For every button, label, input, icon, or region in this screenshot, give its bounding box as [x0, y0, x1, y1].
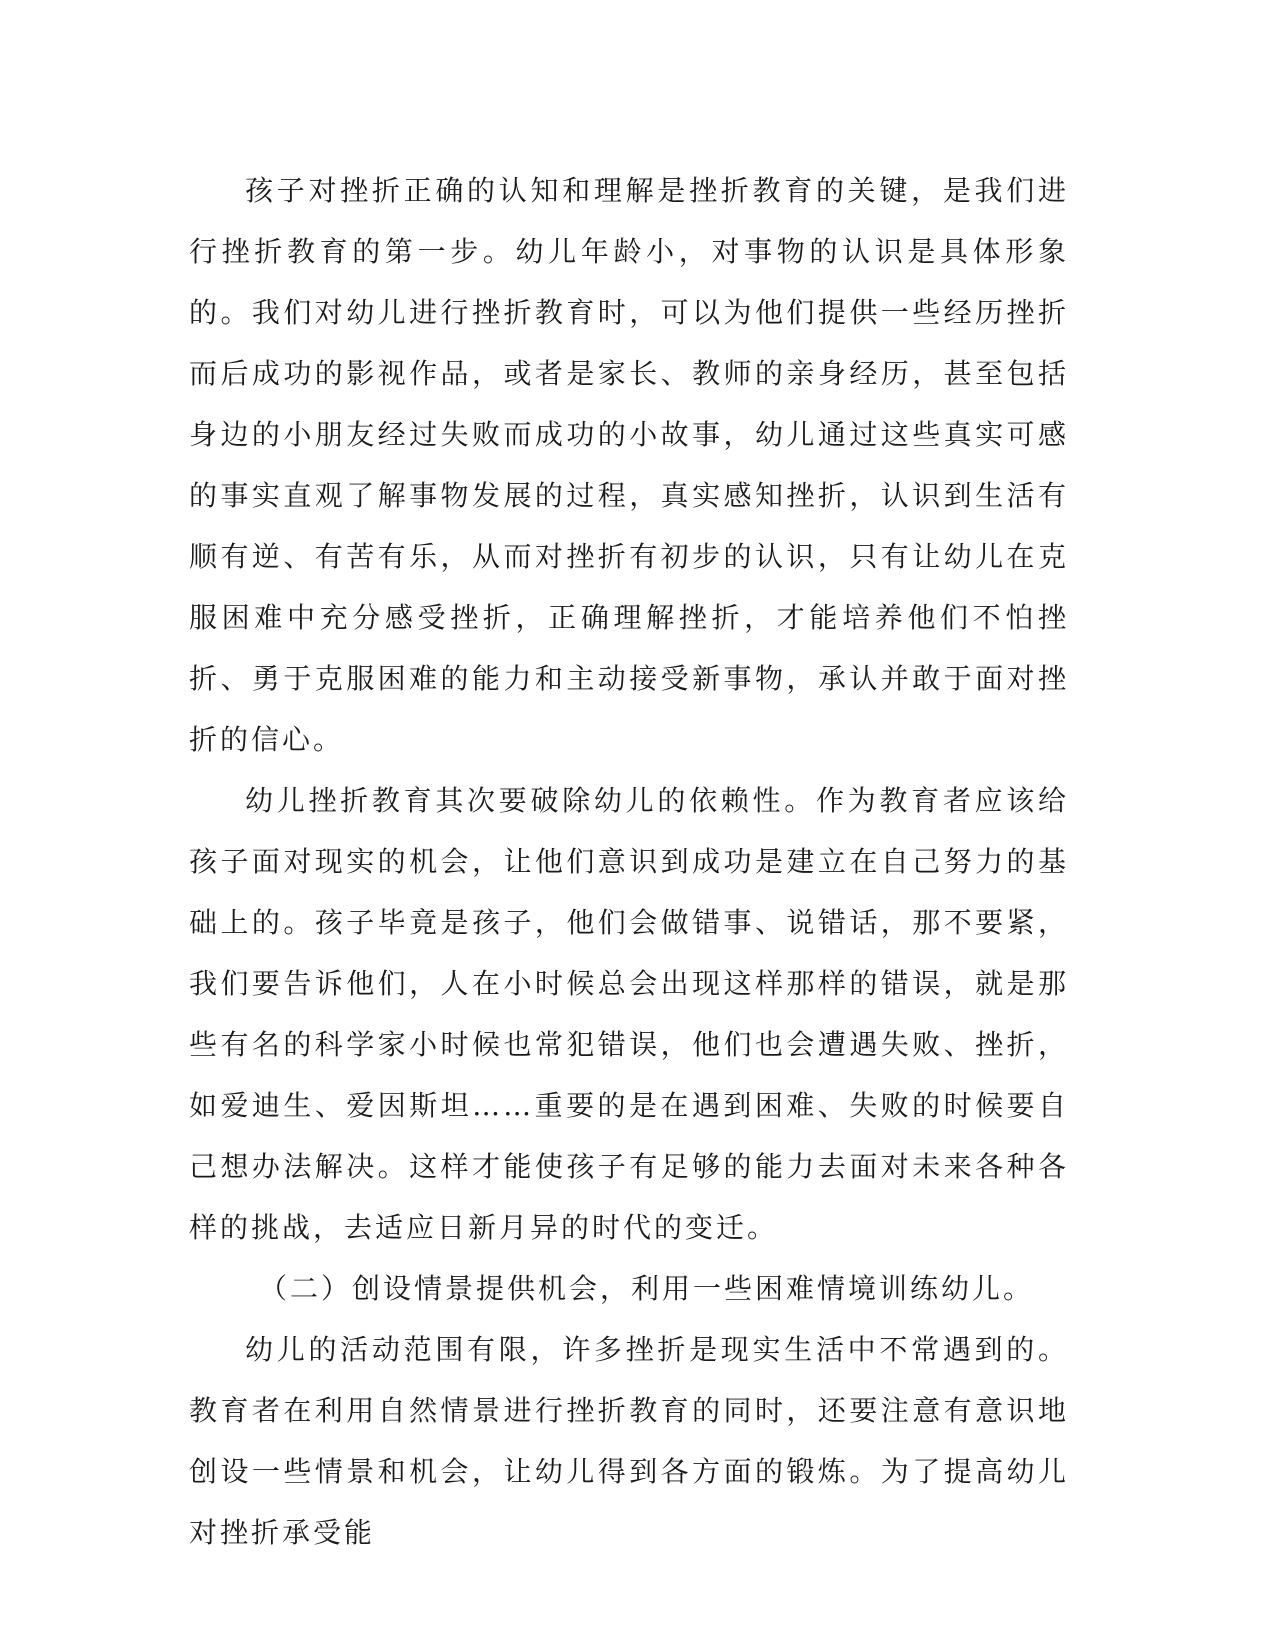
section-heading: （二）创设情景提供机会，利用一些困难情境训练幼儿。: [259, 1272, 1035, 1305]
paragraph-cognition: 孩子对挫折正确的认知和理解是挫折教育的关键，是我们进行挫折教育的第一步。幼儿年龄小，对事物的认识是具体形象的。我们对幼儿进行挫折教育时，可以为他们提供一些经历挫折而后成功的影视作品，或者是家长、教师的亲身经历，甚至包括身边的小朋友经过失败而成功的小故事，幼儿通过这些真实可感的事实直观了解事物发展的过程，真实感知挫折，认识到生活有顺有逆、有苦有乐，从而对挫折有初步的认识，只有让幼儿在克服困难中充分感受挫折，正确理解挫折，才能培养他们不怕挫折、勇于克服困难的能力和主动接受新事物，承认并敢于面对挫折的信心。: [189, 174, 1069, 756]
paragraph-dependency: 幼儿挫折教育其次要破除幼儿的依赖性。作为教育者应该给孩子面对现实的机会，让他们意识到成功是建立在自己努力的基础上的。孩子毕竟是孩子，他们会做错事、说错话，那不要紧，我们要告诉他们，人在小时候总会出现这样那样的错误，就是那些有名的科学家小时候也常犯错误，他们也会遭遇失败、挫折，如爱迪生、爱因斯坦……重要的是在遇到困难、失败的时候要自己想办法解决。这样才能使孩子有足够的能力去面对未来各种各样的挑战，去适应日新月异的时代的变迁。: [189, 784, 1069, 1244]
paragraph-scenarios: 幼儿的活动范围有限，许多挫折是现实生活中不常遇到的。教育者在利用自然情景进行挫折教育的同时，还要注意有意识地创设一些情景和机会，让幼儿得到各方面的锻炼。为了提高幼儿对挫折承受能: [189, 1333, 1069, 1549]
body-text: [189, 160, 1069, 1563]
